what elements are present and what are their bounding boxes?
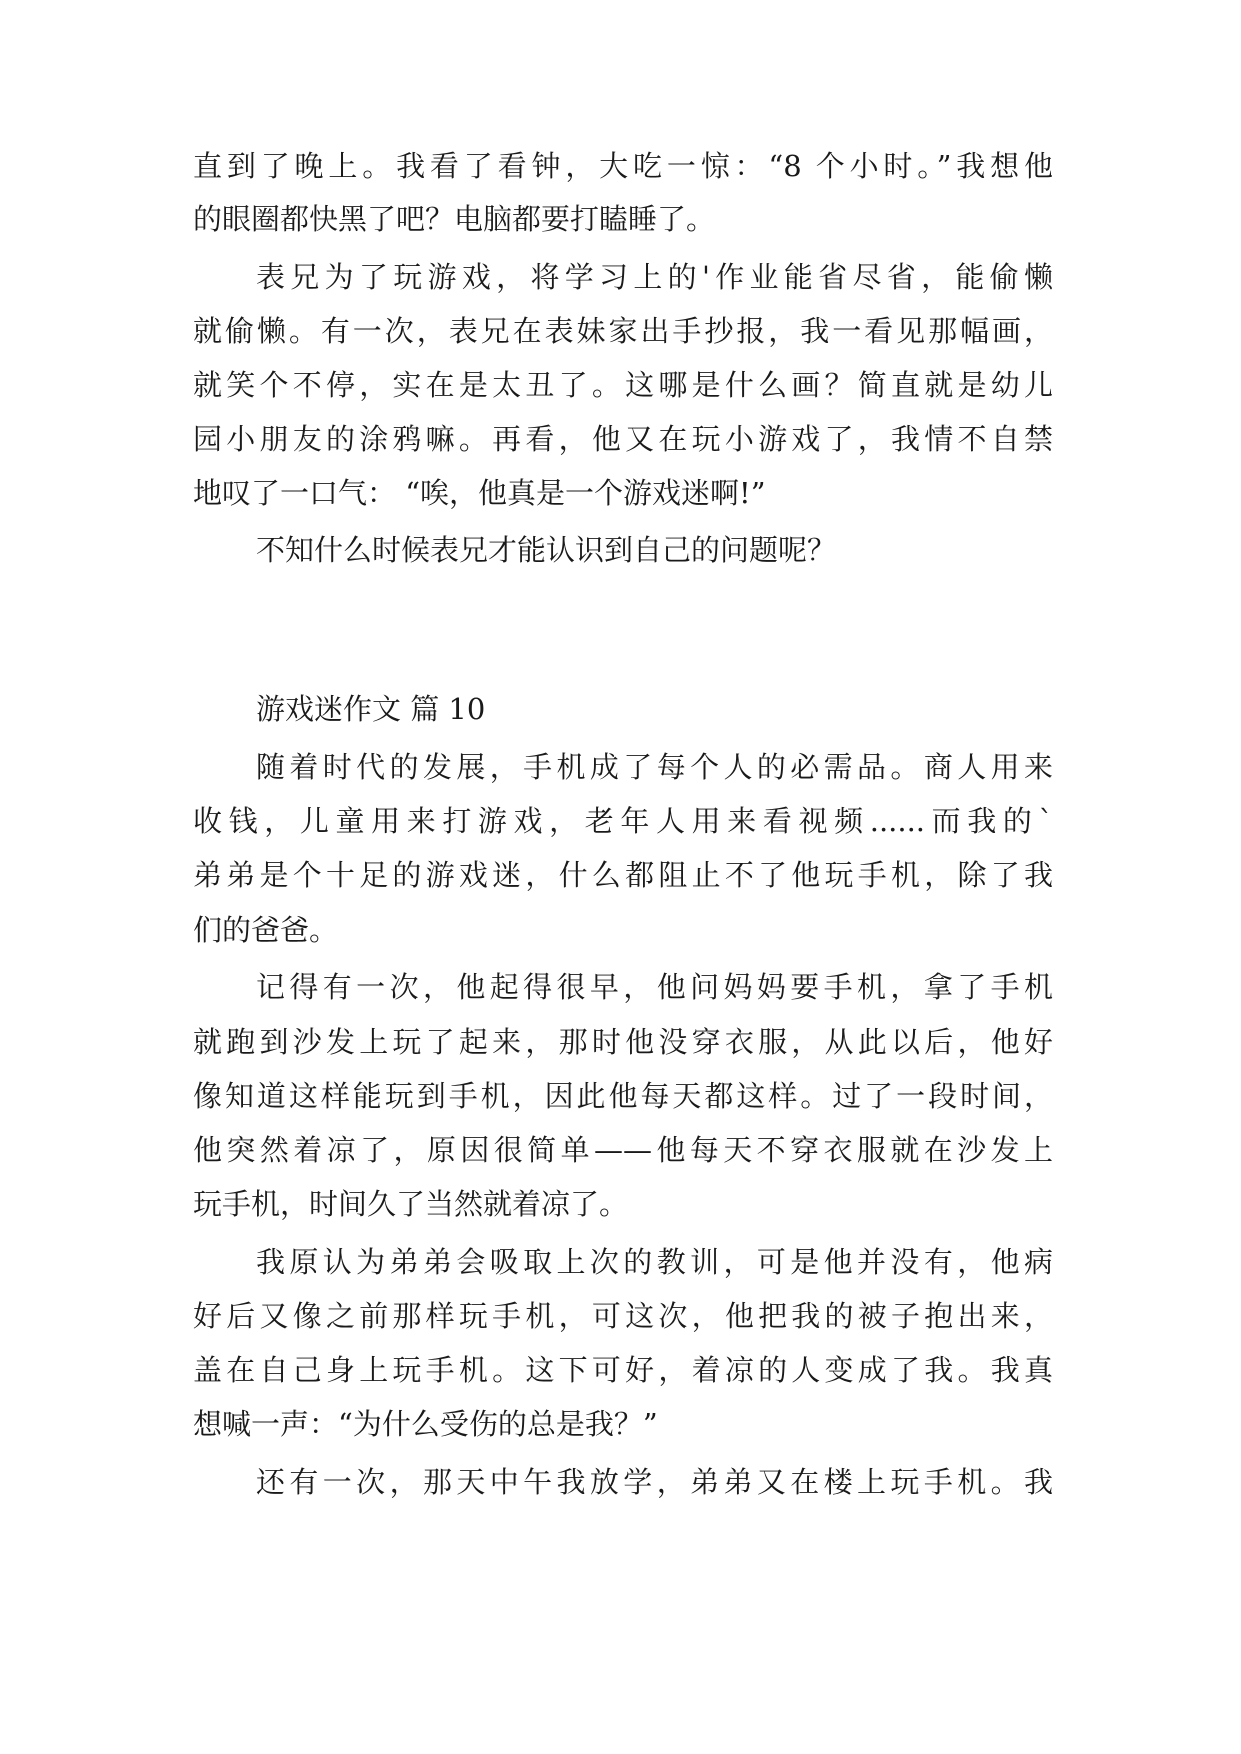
text-line: 园小朋友的涂鸦嘛。再看，他又在玩小游戏了，我情不自禁 (193, 422, 1053, 456)
section-heading: 游戏迷作文 篇 10 (256, 692, 486, 726)
text-line: 玩手机，时间久了当然就着凉了。 (193, 1187, 629, 1221)
text-line: 像知道这样能玩到手机，因此他每天都这样。过了一段时间， (193, 1079, 1053, 1113)
paragraph-first-line: 表兄为了玩游戏，将学习上的'作业能省尽省，能偷懒 (256, 260, 1053, 294)
text-line: 就笑个不停，实在是太丑了。这哪是什么画？简直就是幼儿 (193, 368, 1053, 402)
text-line: 就偷懒。有一次，表兄在表妹家出手抄报，我一看见那幅画， (193, 314, 1053, 348)
text-line: 的眼圈都快黑了吧？电脑都要打瞌睡了。 (193, 202, 716, 236)
paragraph-first-line: 不知什么时候表兄才能认识到自己的问题呢？ (256, 533, 837, 567)
text-line: 们的爸爸。 (193, 913, 339, 947)
text-line: 直到了晚上。我看了看钟，大吃一惊：“8 个小时。”我想他 (193, 149, 1053, 183)
paragraph-first-line: 我原认为弟弟会吸取上次的教训，可是他并没有，他病 (256, 1245, 1053, 1279)
paragraph-first-line: 还有一次，那天中午我放学，弟弟又在楼上玩手机。我 (256, 1465, 1053, 1499)
paragraph-first-line: 随着时代的发展，手机成了每个人的必需品。商人用来 (256, 750, 1053, 784)
text-line: 他突然着凉了，原因很简单——他每天不穿衣服就在沙发上 (193, 1133, 1053, 1167)
paragraph-first-line: 记得有一次，他起得很早，他问妈妈要手机，拿了手机 (256, 970, 1053, 1004)
text-line: 盖在自己身上玩手机。这下可好，着凉的人变成了我。我真 (193, 1353, 1053, 1387)
text-line: 地叹了一口气： “唉，他真是一个游戏迷啊!” (193, 476, 766, 510)
text-line: 好后又像之前那样玩手机，可这次，他把我的被子抱出来， (193, 1299, 1053, 1333)
text-line: 弟弟是个十足的游戏迷，什么都阻止不了他玩手机，除了我 (193, 858, 1053, 892)
text-line: 就跑到沙发上玩了起来，那时他没穿衣服，从此以后，他好 (193, 1025, 1053, 1059)
text-line: 想喊一声：“为什么受伤的总是我？” (193, 1407, 658, 1441)
text-line: 收钱，儿童用来打游戏，老年人用来看视频......而我的` (193, 804, 1053, 838)
